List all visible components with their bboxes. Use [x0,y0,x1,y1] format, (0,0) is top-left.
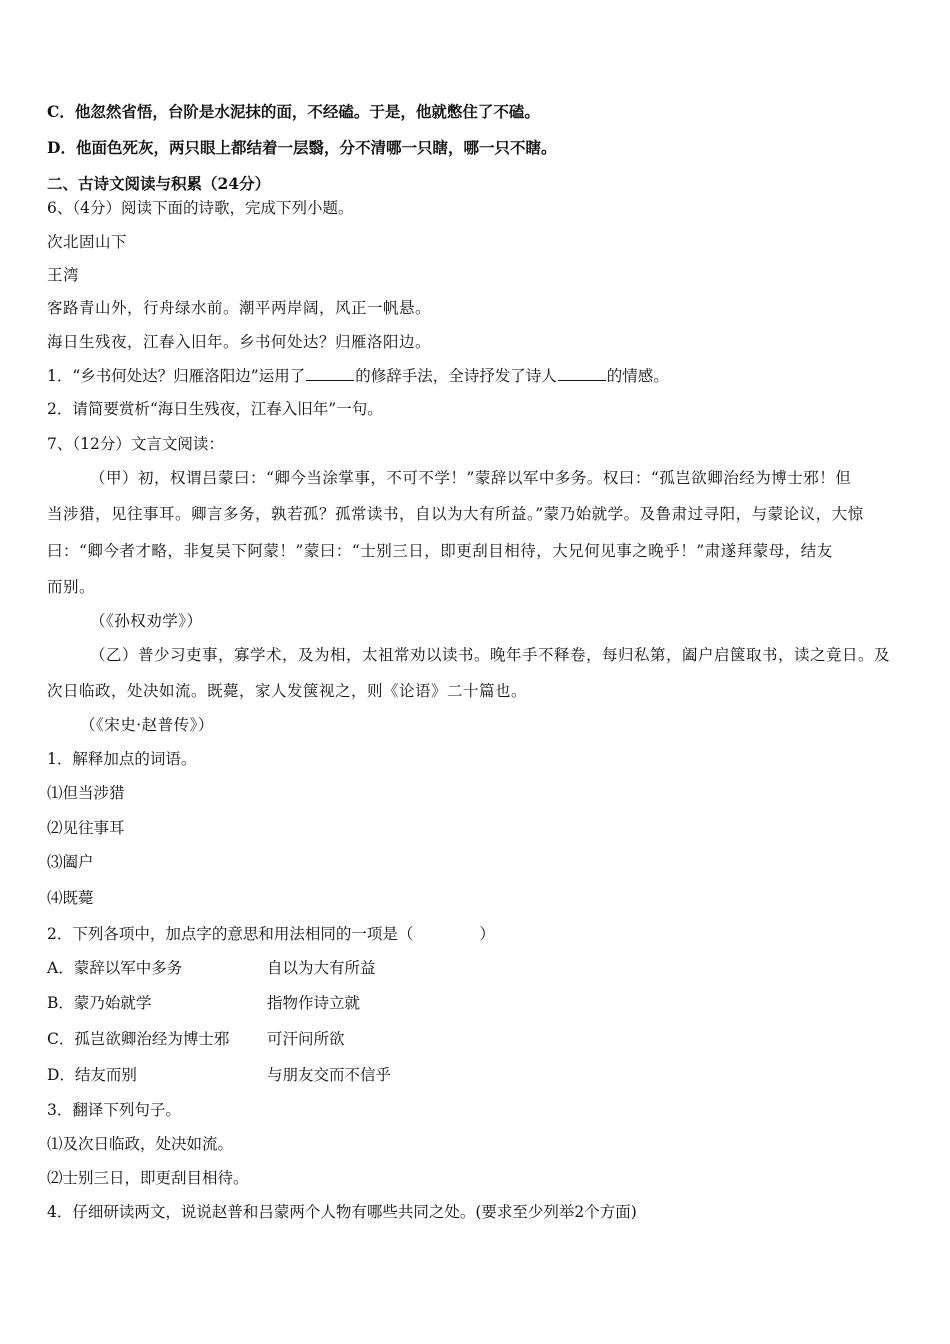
option-c-right: 可汗问所欲 [267,1030,345,1048]
option-d-left: D．结友而别 [47,1066,137,1084]
q7-sub2 [47,924,495,944]
passage-jia-line-2: 当涉猎，见往事耳。卿言多务，孰若孤？孤常读书，自以为大有所益。”蒙乃始就学。及鲁肃过寻阳，与蒙论议，大惊 [47,505,864,523]
q6-sub2: 2．请简要赏析“海日生残夜，江春入旧年”一句。 [47,400,383,418]
answer-blank[interactable] [558,366,606,381]
passage-yi-line-1: （乙）普少习吏事，寡学术，及为相，太祖常劝以读书。晚年手不释卷，每归私第，阖户启箧取书，读之竟日。及 [90,646,891,664]
option-a-left: A．蒙辞以军中多务 [47,959,183,977]
poem-line-1: 客路青山外，行舟绿水前。潮平两岸阔，风正一帆悬。 [47,299,432,317]
q7-sub1-item-3: ⑶阖户 [47,853,94,871]
q7-sub3-item-1: ⑴及次日临政，处决如流。 [47,1135,234,1153]
option-b-left: B．蒙乃始就学 [47,994,152,1012]
passage-jia-source: （《孙权劝学》） [90,612,203,630]
q7-sub1-item-1: ⑴但当涉猎 [47,784,125,802]
poem-title: 次北固山下 [47,233,128,251]
q7-sub1-item-4: ⑷既薨 [47,889,94,907]
option-row-a [47,958,647,978]
passage-jia-line-3: 曰：“卿今者才略，非复吴下阿蒙！”蒙曰：“士别三日，即更刮目相待，大兄何见事之晚乎！”肃遂拜蒙母，结友 [47,542,833,560]
option-d: D．他面色死灰，两只眼上都结着一层翳，分不清哪一只瞎，哪一只不瞎。 [47,138,557,157]
option-a-right: 自以为大有所益 [267,959,376,977]
q6-stem: 6、（4分）阅读下面的诗歌，完成下列小题。 [47,199,354,217]
passage-jia-line-1: （甲）初，权谓吕蒙曰：“卿今当涂掌事，不可不学！”蒙辞以军中多务。权曰：“孤岂欲卿治经为博士邪！但 [90,469,852,487]
q7-sub1-item-2: ⑵见往事耳 [47,819,125,837]
q6-sub1-part-a: 1．“乡书何处达？归雁洛阳边”运用了 [47,367,306,385]
passage-jia-line-4: 而别。 [47,578,96,596]
option-row-b [47,993,647,1013]
passage-yi-line-2: 次日临政，处决如流。既薨，家人发箧视之，则《论语》二十篇也。 [47,682,528,700]
option-row-d [47,1065,647,1085]
answer-blank[interactable] [306,366,354,381]
option-row-c [47,1029,647,1049]
passage-yi-source: （《宋史·赵普传》） [80,716,214,734]
option-b-right: 指物作诗立就 [267,994,361,1012]
q6-sub1-part-b: 的修辞手法，全诗抒发了诗人 [355,367,557,385]
option-c-left: C．孤岂欲卿治经为博士邪 [47,1030,230,1048]
q7-sub4: 4．仔细研读两文，说说赵普和吕蒙两个人物有哪些共同之处。(要求至少列举2个方面) [47,1203,637,1221]
q6-sub1-part-c: 的情感。 [606,367,669,385]
q7-sub2-stem: 2．下列各项中，加点字的意思和用法相同的一项是（ [47,925,414,943]
q7-sub3-item-2: ⑵士别三日，即更刮目相待。 [47,1169,249,1187]
poem-author: 王湾 [47,266,80,284]
option-d-right: 与朋友交而不信乎 [267,1066,392,1084]
poem-line-2: 海日生残夜，江春入旧年。乡书何处达？归雁洛阳边。 [47,333,432,351]
q7-sub2-close: ） [479,925,495,943]
q6-sub1 [47,366,669,386]
q7-sub3: 3．翻译下列句子。 [47,1101,181,1119]
option-c: C．他忽然省悟，台阶是水泥抹的面，不经磕。于是，他就憋住了不磕。 [47,102,540,121]
section2-heading: 二、古诗文阅读与积累（24分） [47,174,271,193]
q7-stem: 7、（12分）文言文阅读： [47,435,224,453]
q7-sub1: 1．解释加点的词语。 [47,750,197,768]
